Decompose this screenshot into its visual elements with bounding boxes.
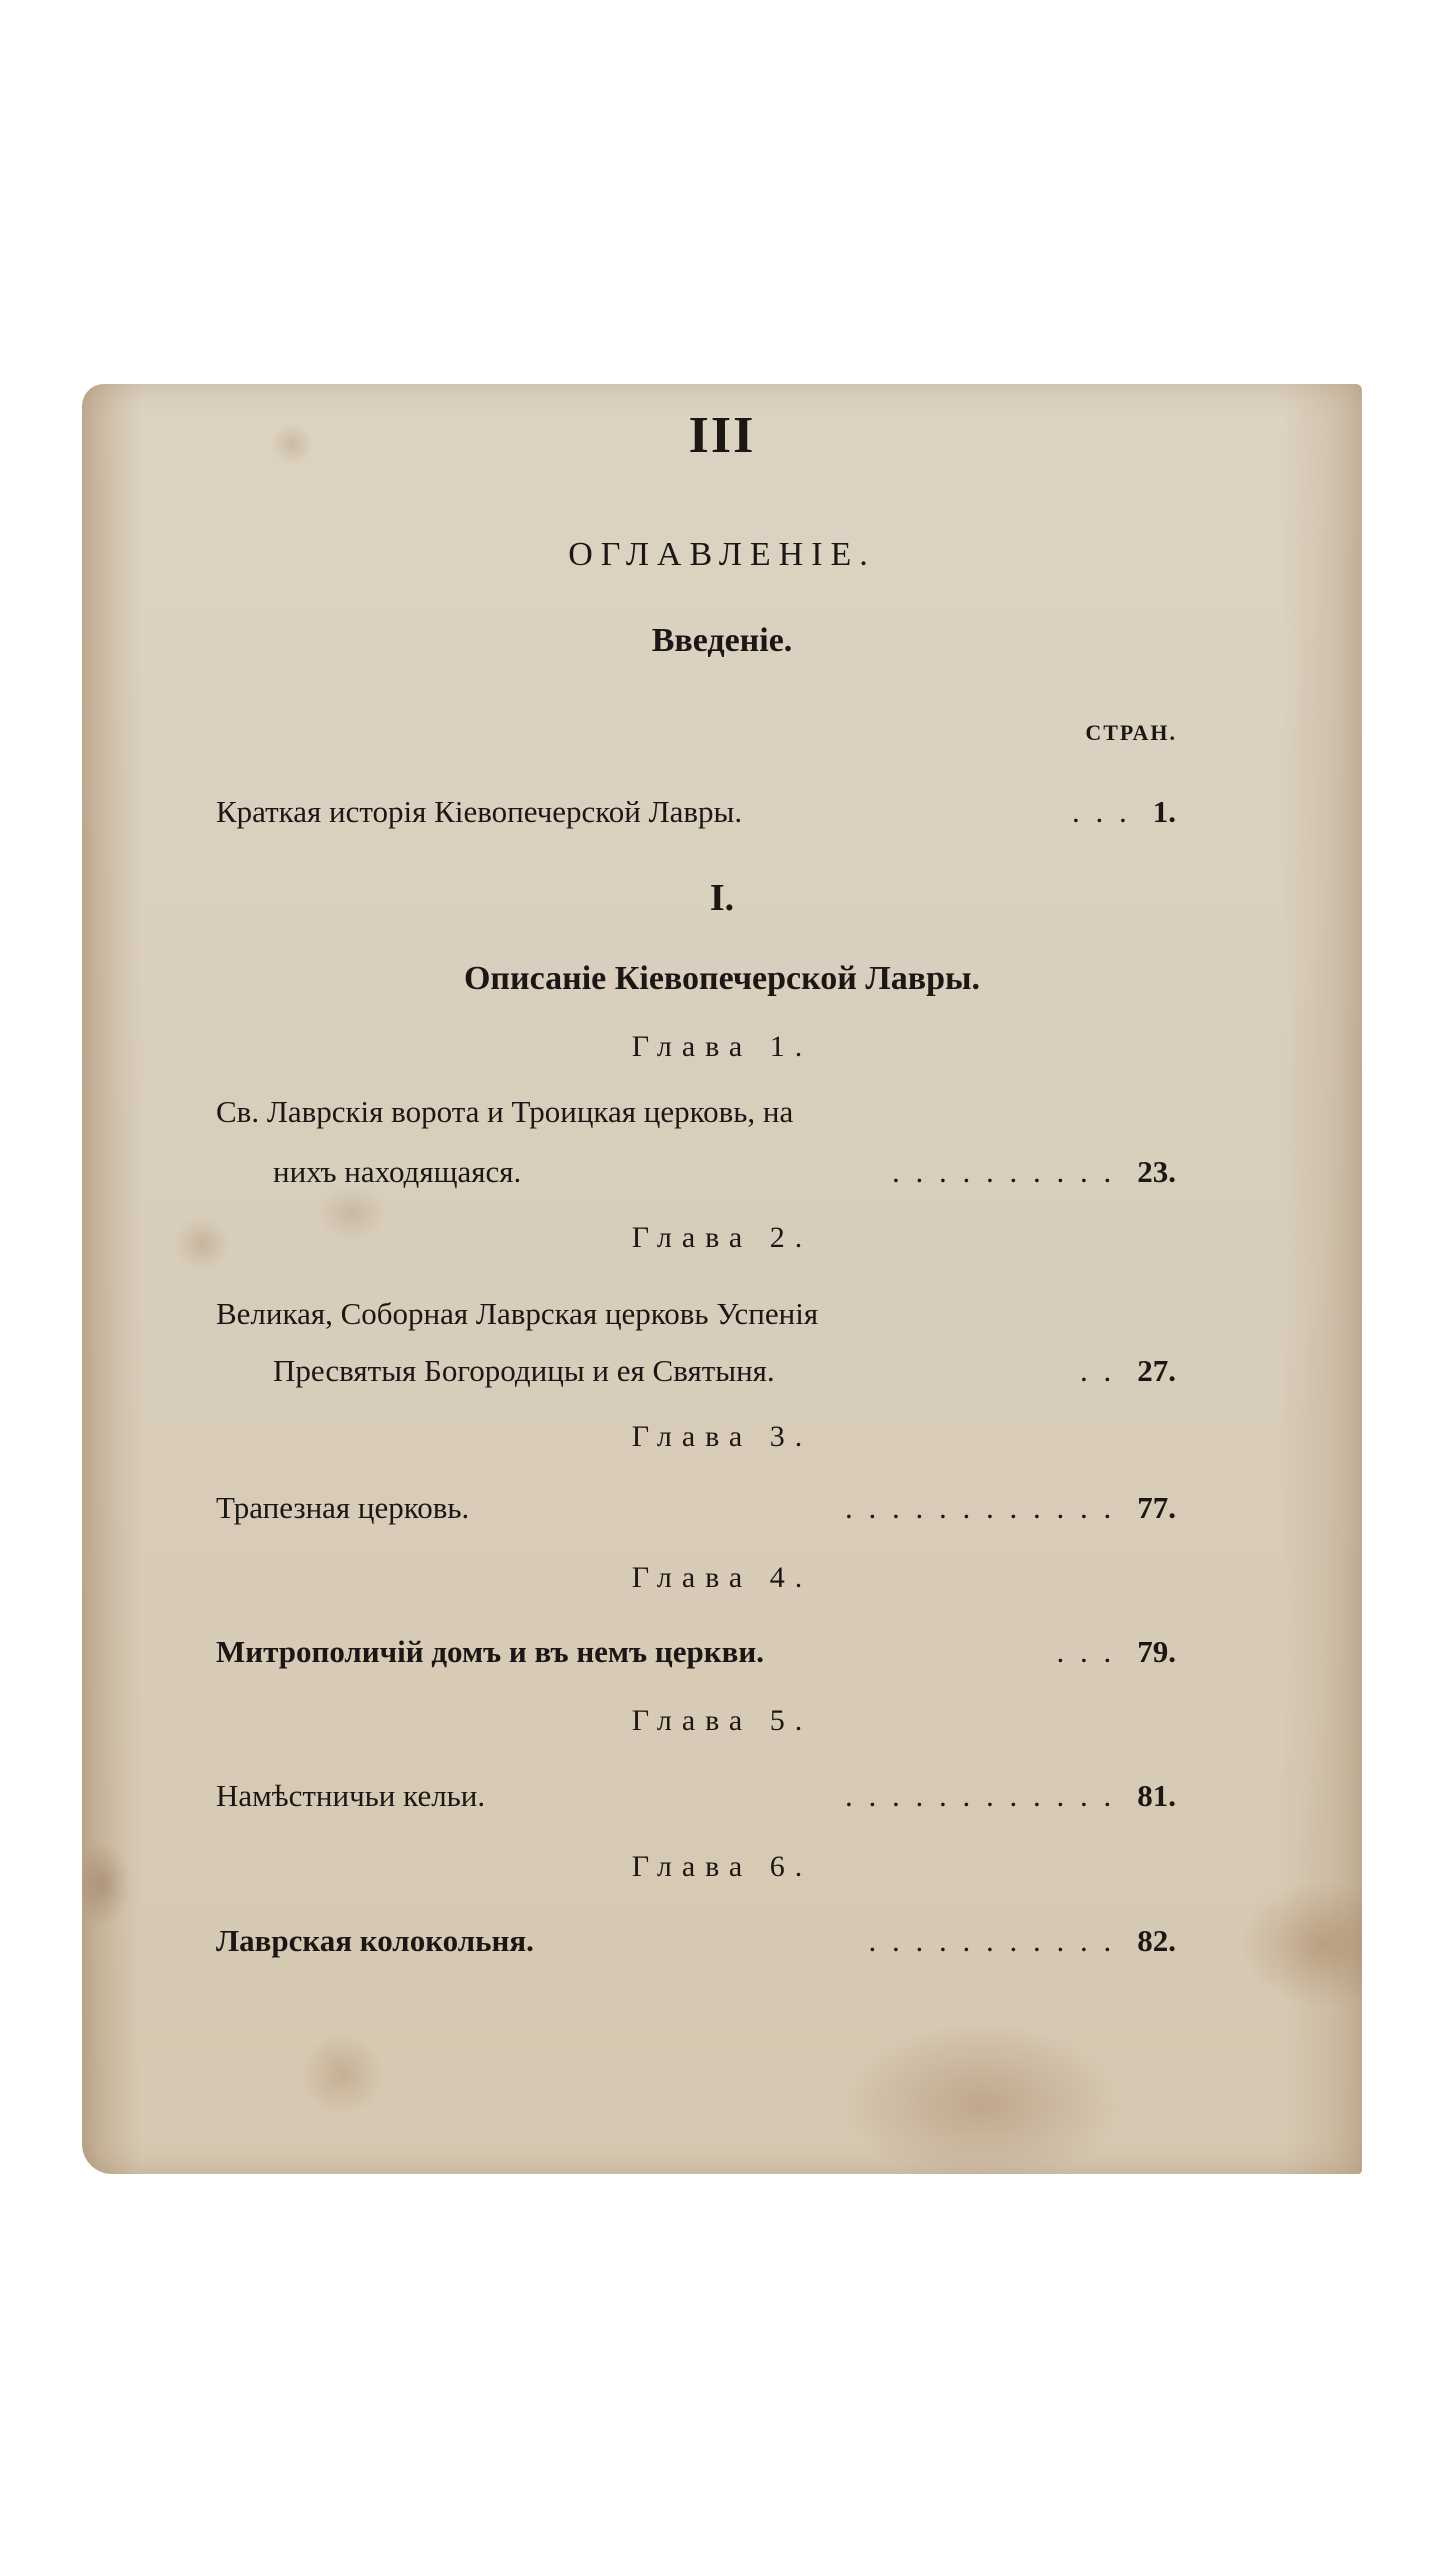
toc-entry-label: Лаврская колокольня. [216, 1923, 534, 1958]
toc-page-number: 1. [1152, 794, 1176, 829]
toc-entry-intro [216, 794, 1176, 830]
dot-leader: . . . . . . . . . . . [868, 1923, 1116, 1958]
dot-leader: . . . . . . . . . . [892, 1154, 1116, 1189]
toc-entry [216, 1778, 1176, 1814]
toc-entry-line [216, 1296, 1176, 1332]
toc-page-number: 23. [1137, 1154, 1176, 1189]
book-page [82, 384, 1362, 2174]
toc-page-number: 79. [1137, 1634, 1176, 1669]
chapter-heading: Глава 2. [631, 1221, 813, 1254]
toc-page-number: 77. [1137, 1490, 1176, 1525]
toc-entry-label: Св. Лаврскія ворота и Троицкая церковь, на [216, 1094, 794, 1129]
toc-entry [216, 1923, 1176, 1959]
toc-entry-label: нихъ находящаяся. [273, 1154, 522, 1189]
toc-entry-label: Великая, Соборная Лаврская церковь Успенія [216, 1296, 819, 1331]
dot-leader: . . . . . . . . . . . . [845, 1490, 1116, 1525]
part-title: Описаніе Кіевопечерской Лавры. [463, 960, 981, 997]
dot-leader: . . . [1072, 794, 1131, 829]
intro-heading: Введеніе. [651, 622, 793, 659]
toc-entry [273, 1353, 1176, 1389]
chapter-heading: Глава 1. [631, 1030, 813, 1063]
page-title: ОГЛАВЛЕНІЕ. [568, 536, 876, 573]
toc-entry [216, 1634, 1176, 1670]
dot-leader: . . . [1056, 1634, 1116, 1669]
toc-page-number: 82. [1137, 1923, 1176, 1958]
part-number: I. [709, 877, 735, 919]
chapter-heading: Глава 3. [631, 1420, 813, 1453]
toc-page-number: 81. [1137, 1778, 1176, 1813]
dot-leader: . . [1080, 1353, 1116, 1388]
dot-leader: . . . . . . . . . . . . [845, 1778, 1116, 1813]
chapter-heading: Глава 6. [631, 1850, 813, 1883]
toc-entry-label: Митрополичій домъ и въ немъ церкви. [216, 1634, 764, 1669]
toc-page-number: 27. [1137, 1353, 1176, 1388]
chapter-heading: Глава 5. [631, 1704, 813, 1737]
chapter-heading: Глава 4. [631, 1561, 813, 1594]
page-number: III [688, 407, 756, 464]
page-column-label: СТРАН. [1085, 720, 1177, 745]
toc-entry [216, 1490, 1176, 1526]
toc-entry [273, 1154, 1176, 1190]
toc-entry-label: Трапезная церковь. [216, 1490, 470, 1525]
toc-entry-label: Намѣстничьи кельи. [216, 1778, 486, 1813]
toc-entry-line [216, 1094, 1176, 1130]
toc-entry-label: Краткая исторія Кіевопечерской Лавры. [216, 794, 743, 829]
toc-entry-label: Пресвятыя Богородицы и ея Святыня. [273, 1353, 775, 1388]
